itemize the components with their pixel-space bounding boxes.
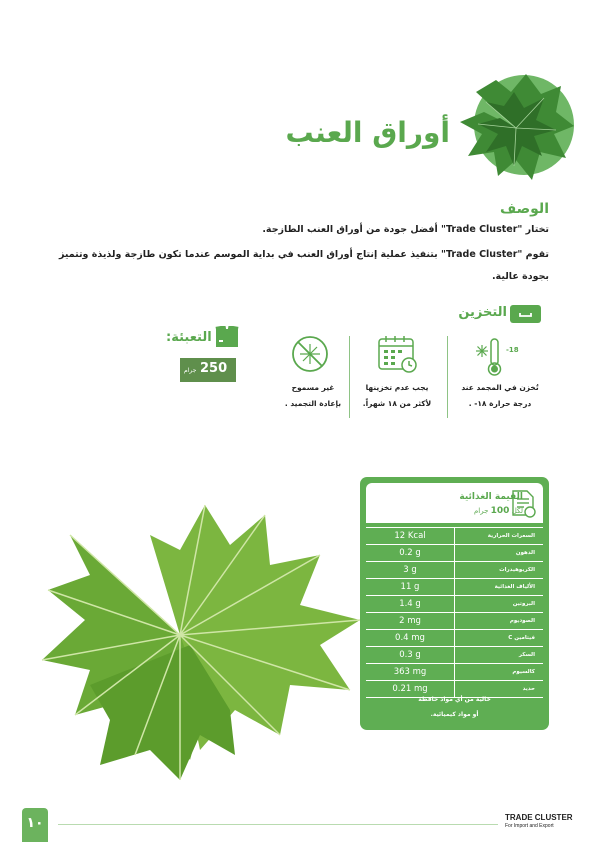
storage-item-refreeze (268, 380, 358, 412)
grape-leaves-image (456, 72, 576, 184)
nutrition-label: السكر (454, 647, 543, 663)
no-refreeze-icon (289, 334, 331, 374)
nutrition-row (366, 629, 543, 646)
storage-divider (447, 336, 448, 418)
temperature-label: -18 (506, 346, 519, 354)
nutrition-row (366, 663, 543, 680)
description-line-1: تختار "Trade Cluster" أفضل جودة من أوراق العنب الطازجة. (262, 224, 549, 235)
nutrition-footer-line1: خالية من أي مواد حافظة (418, 696, 491, 703)
storage-item-duration-line2: لأكثر من ١٨ شهراً. (362, 399, 432, 408)
nutrition-value: 0.3 g (399, 650, 421, 660)
page-title: أوراق العنب (285, 116, 450, 149)
storage-tag-icon (510, 305, 541, 323)
storage-item-duration (352, 380, 442, 412)
nutrition-title: القيمة الغذائية (459, 492, 523, 502)
nutrition-row (366, 595, 543, 612)
nutrition-label: الصوديوم (454, 613, 543, 629)
nutrition-subtitle-unit: جرام (473, 507, 489, 515)
storage-heading: التخزين (458, 305, 507, 320)
storage-item-duration-line1: يجب عدم تخزينها (365, 383, 429, 392)
brand-tagline: For Import and Export (505, 823, 554, 829)
footer-divider (58, 824, 498, 825)
nutrition-footer-line2: أو مواد كيميائية. (430, 711, 479, 718)
nutrition-label: كالسيوم (454, 664, 543, 680)
nutrition-row (366, 544, 543, 561)
storage-item-refreeze-line2: بإعادة التجميد . (284, 399, 342, 408)
packaging-heading: التعبئة: (166, 330, 212, 345)
storage-item-freezer-line1: تُخزن في المجمد عند (461, 383, 539, 392)
storage-item-freezer (455, 380, 545, 412)
nutrition-value: 11 g (400, 582, 420, 592)
nutrition-value: 2 mg (399, 616, 421, 626)
nutrition-label: فيتامين C (454, 630, 543, 646)
nutrition-value: 12 Kcal (394, 531, 426, 541)
nutrition-subtitle-amount: 100 (490, 506, 510, 516)
nutrition-label: الكربوهيدرات (454, 562, 543, 578)
thermometer-icon (474, 337, 524, 377)
weight-unit: جرام (184, 367, 197, 374)
nutrition-label: البروتين (454, 596, 543, 612)
nutrition-subtitle-prefix: لكل (511, 507, 523, 515)
brand-logo: TRADE CLUSTER (505, 813, 573, 822)
nutrition-value: 1.4 g (399, 599, 421, 609)
weight-value: 250 (200, 361, 228, 376)
nutrition-label: الألياف الغذائية (454, 579, 543, 595)
storage-item-freezer-line2: درجة حرارة ١٨- . (468, 399, 532, 408)
nutrition-row (366, 646, 543, 663)
grape-leaf-large-image (30, 495, 370, 785)
nutrition-label: حديد (454, 681, 543, 697)
nutrition-value: 0.2 g (399, 548, 421, 558)
page-number: ١٠ (26, 815, 44, 831)
description-line-2: تقوم "Trade Cluster" بتنفيذ عملية إنتاج أوراق العنب في بداية الموسم عندما تكون طازجة ولذيذة وتتميز بجودة عالية. (58, 249, 549, 282)
nutrition-label: الدهون (454, 545, 543, 561)
nutrition-subtitle (474, 506, 523, 516)
nutrition-value: 3 g (403, 565, 417, 575)
storage-item-refreeze-line1: غير مسموح (291, 383, 335, 392)
nutrition-value: 0.4 mg (395, 633, 425, 643)
nutrition-row (366, 561, 543, 578)
calendar-icon (377, 334, 419, 374)
nutrition-row (366, 578, 543, 595)
nutrition-value: 363 mg (393, 667, 427, 677)
storage-tag (510, 305, 541, 323)
nutrition-row (366, 612, 543, 629)
nutrition-value: 0.21 mg (392, 684, 428, 694)
description-heading: الوصف (499, 201, 549, 217)
package-box-icon (215, 326, 239, 348)
nutrition-label: السعرات الحرارية (454, 528, 543, 544)
nutrition-row (366, 527, 543, 544)
